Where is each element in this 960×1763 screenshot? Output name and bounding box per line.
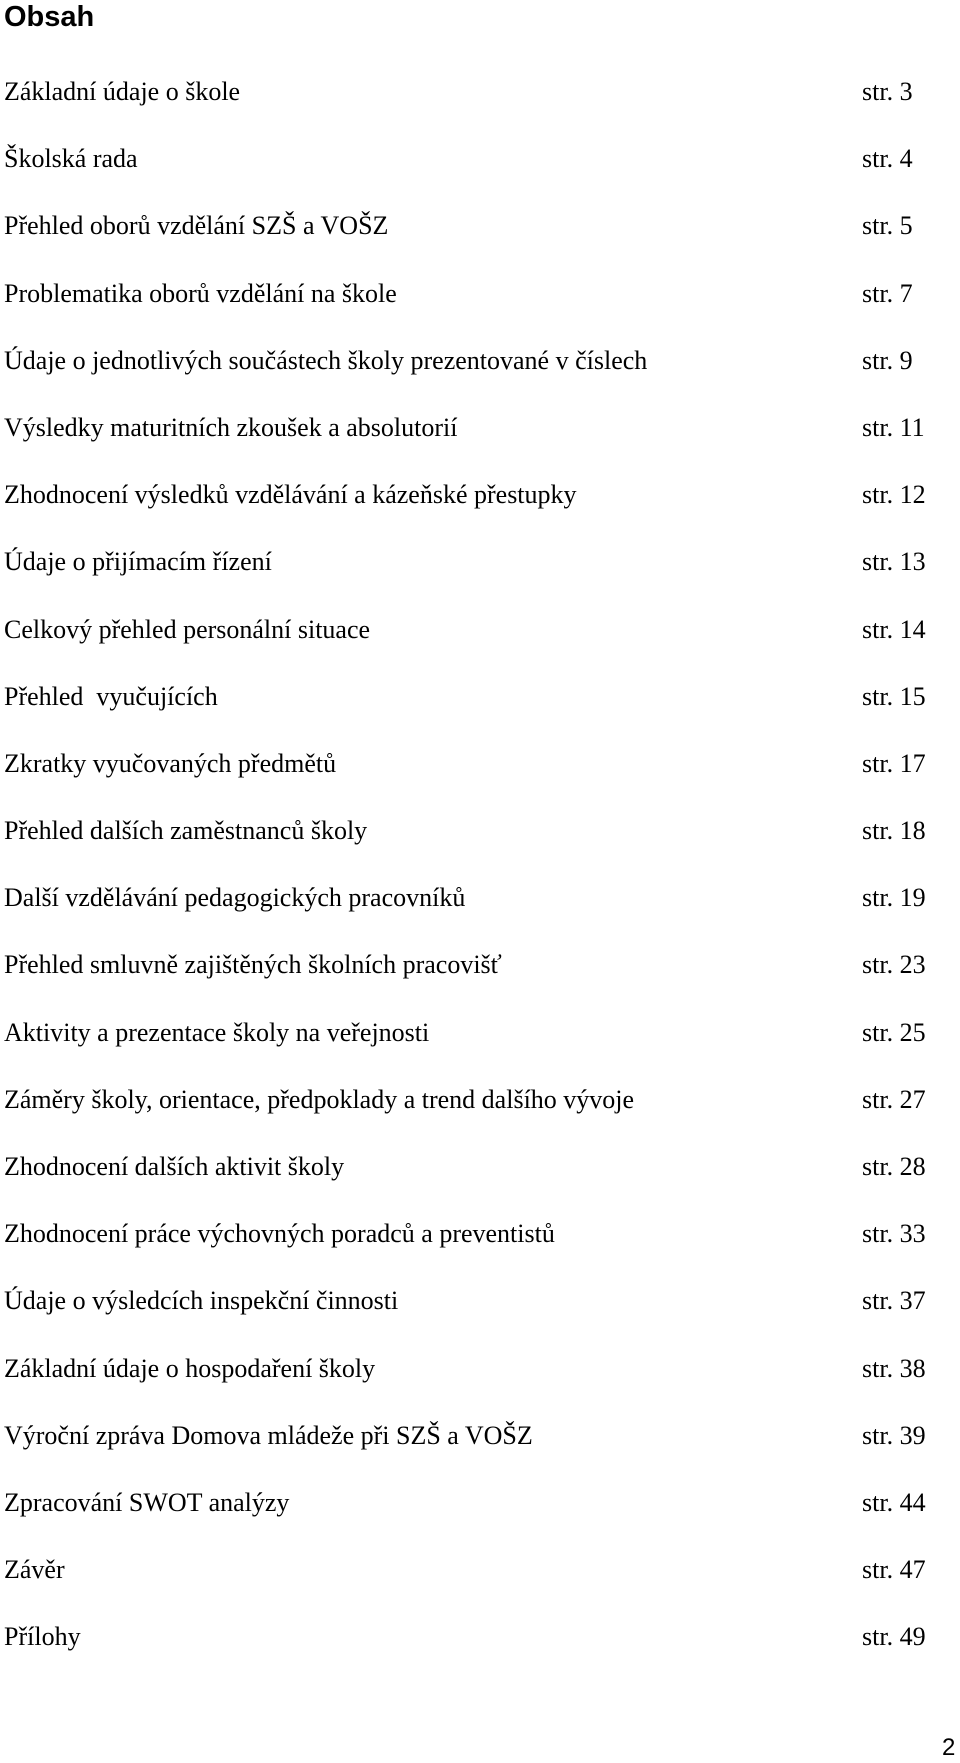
toc-entry-title: Zpracování SWOT analýzy bbox=[4, 1487, 290, 1517]
toc-entry-page: str. 19 bbox=[862, 883, 926, 913]
toc-entry-title: Přehled dalších zaměstnanců školy bbox=[4, 816, 368, 846]
toc-entry bbox=[4, 1214, 934, 1281]
toc-entry bbox=[4, 811, 934, 878]
toc-entry bbox=[4, 341, 934, 408]
toc-entry-page: str. 18 bbox=[862, 816, 926, 846]
toc-entry bbox=[4, 475, 934, 542]
toc-entry-title: Výsledky maturitních zkoušek a absolutorií bbox=[4, 412, 458, 442]
toc-entry-title: Údaje o přijímacím řízení bbox=[4, 547, 272, 577]
toc-entry bbox=[4, 610, 934, 677]
toc-entry bbox=[4, 1147, 934, 1214]
toc-entry-title: Přehled oborů vzdělání SZŠ a VOŠZ bbox=[4, 211, 389, 241]
toc-entry-page: str. 28 bbox=[862, 1152, 926, 1181]
toc-entry bbox=[4, 1617, 934, 1684]
toc-entry-title: Zhodnocení práce výchovných poradců a preventistů bbox=[4, 1219, 555, 1249]
toc-entry-title: Problematika oborů vzdělání na škole bbox=[4, 278, 397, 308]
toc-entry-page: str. 39 bbox=[862, 1420, 926, 1450]
toc-entry-page: str. 13 bbox=[862, 547, 926, 577]
toc-entry-page: str. 12 bbox=[862, 480, 926, 510]
toc-entry-title: Přílohy bbox=[4, 1622, 81, 1652]
toc-entry-title: Zhodnocení dalších aktivit školy bbox=[4, 1152, 345, 1181]
toc-entry-page: str. 27 bbox=[862, 1084, 926, 1114]
toc-entry-page: str. 23 bbox=[862, 950, 926, 980]
toc-entry bbox=[4, 1483, 934, 1550]
toc-entry-title: Záměry školy, orientace, předpoklady a trend dalšího vývoje bbox=[4, 1084, 635, 1114]
toc-entry bbox=[4, 72, 934, 139]
toc-entry-page: str. 47 bbox=[862, 1555, 926, 1585]
toc-entry bbox=[4, 744, 934, 811]
toc-entry-page: str. 33 bbox=[862, 1219, 926, 1249]
toc-entry-title: Základní údaje o škole bbox=[4, 77, 241, 106]
page-number: 2 bbox=[942, 1734, 956, 1761]
toc-entry-page: str. 15 bbox=[862, 681, 926, 711]
toc-entry-page: str. 25 bbox=[862, 1017, 926, 1047]
toc-entry-title: Závěr bbox=[4, 1555, 65, 1585]
toc-entry bbox=[4, 1281, 934, 1348]
toc-entry-page: str. 44 bbox=[862, 1487, 926, 1517]
toc-entry bbox=[4, 139, 934, 206]
toc-entry-title: Celkový přehled personální situace bbox=[4, 614, 371, 644]
toc-entry-title: Výroční zpráva Domova mládeže při SZŠ a VOŠZ bbox=[4, 1420, 533, 1450]
toc-entry-title: Další vzdělávání pedagogických pracovníků bbox=[4, 883, 466, 913]
toc-entry bbox=[4, 1349, 934, 1416]
toc-entry bbox=[4, 1013, 934, 1080]
toc-entry-page: str. 11 bbox=[862, 412, 925, 442]
toc-entry-title: Školská rada bbox=[4, 144, 138, 174]
toc-entry bbox=[4, 1080, 934, 1147]
toc-heading: Obsah bbox=[4, 1, 95, 33]
toc-entry-title: Přehled vyučujících bbox=[4, 681, 218, 711]
toc-entry-page: str. 7 bbox=[862, 278, 913, 308]
toc-entry bbox=[4, 1550, 934, 1617]
table-of-contents bbox=[4, 72, 934, 1685]
toc-entry-page: str. 9 bbox=[862, 345, 913, 375]
toc-entry-title: Údaje o jednotlivých součástech školy prezentované v číslech bbox=[4, 345, 648, 375]
toc-entry-page: str. 3 bbox=[862, 77, 913, 106]
toc-entry-title: Základní údaje o hospodaření školy bbox=[4, 1353, 376, 1383]
toc-entry-title: Zhodnocení výsledků vzdělávání a kázeňské přestupky bbox=[4, 480, 577, 510]
toc-entry-title: Zkratky vyučovaných předmětů bbox=[4, 748, 337, 778]
toc-entry-page: str. 37 bbox=[862, 1286, 926, 1316]
toc-entry-page: str. 4 bbox=[862, 144, 913, 174]
toc-entry bbox=[4, 945, 934, 1012]
toc-entry-page: str. 14 bbox=[862, 614, 926, 644]
toc-entry bbox=[4, 206, 934, 273]
toc-entry bbox=[4, 274, 934, 341]
toc-entry-title: Údaje o výsledcích inspekční činnosti bbox=[4, 1286, 399, 1316]
toc-entry-page: str. 38 bbox=[862, 1353, 926, 1383]
toc-entry bbox=[4, 408, 934, 475]
toc-entry-page: str. 5 bbox=[862, 211, 913, 241]
toc-entry-page: str. 17 bbox=[862, 748, 926, 778]
toc-entry bbox=[4, 677, 934, 744]
toc-entry-title: Přehled smluvně zajištěných školních pracovišť bbox=[4, 950, 502, 980]
toc-entry-page: str. 49 bbox=[862, 1622, 926, 1652]
toc-entry bbox=[4, 1416, 934, 1483]
toc-entry bbox=[4, 542, 934, 609]
toc-entry-title: Aktivity a prezentace školy na veřejnosti bbox=[4, 1017, 430, 1047]
toc-entry bbox=[4, 878, 934, 945]
